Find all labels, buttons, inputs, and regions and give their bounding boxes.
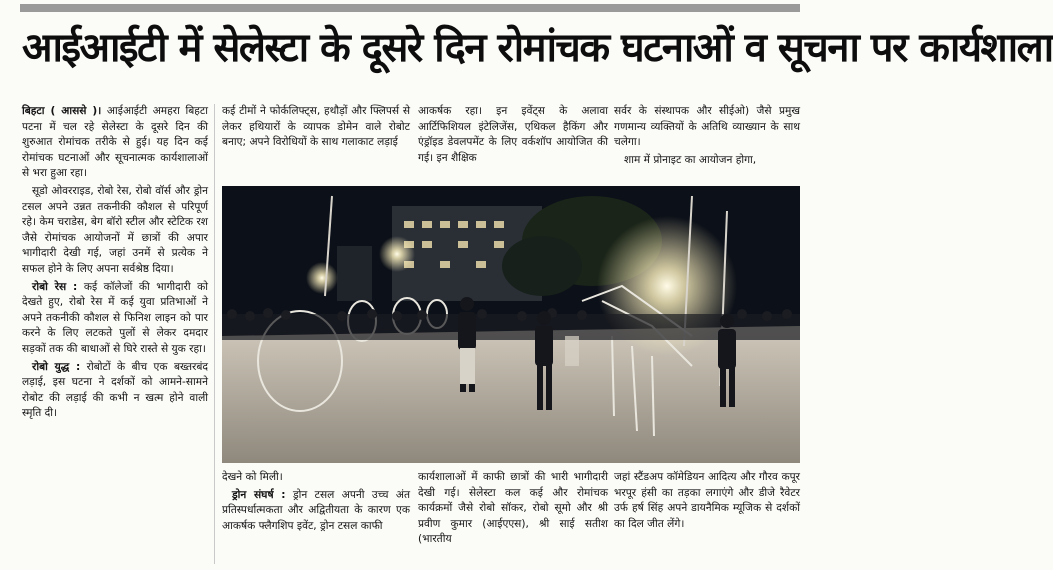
intro-paragraph: [22, 104, 208, 182]
robo-race-paragraph: [22, 280, 208, 358]
col3-top-text: आकर्षक रहा। इन इवेंट्स के अलावा आर्टिफिशियल इंटेलिजेंस, एथिकल हैकिंग और एंड्रॉइड डेवलपमेंट के लिए वर्कशॉप आयोजित की गई। इन शैक्षिक: [418, 105, 608, 164]
column-4-top: [614, 104, 800, 184]
drone-text: ड्रोन टसल अपनी उच्च अंत प्रतिस्पर्धात्मकता और अद्वितीयता के कारण एक आकर्षक फ्लैगशिप इवेंट, ड्रोन टसल काफी: [222, 488, 410, 532]
drone-paragraph: [222, 488, 410, 535]
col4-top-text: सर्वर के संस्थापक और सीईओ) जैसे प्रमुख गणमान्य व्यक्तियों के अतिथि व्याख्यान के साथ चलेगा।: [614, 105, 800, 149]
event-photo-illustration: [222, 186, 800, 463]
robo-war-paragraph: [22, 360, 208, 422]
intro-text: आईआईटी अमहरा बिहटा पटना में चल रहे सेलेस्टा के दूसरे दिन की शुरुआत रोमांचक तरीके से हुई। यह दिन कई रोमांचक घटनाओं और सूचनात्मक कार्यशालाओं से भरा हुआ रहा।: [22, 105, 208, 180]
robo-war-subhead: रोबो युद्ध :: [32, 360, 81, 373]
column-4-bottom: [614, 470, 800, 568]
col2-top-text: कई टीमों ने फोर्कलिफ्ट्स, हथौड़ों और फ्लिपर्स से लेकर हथियारों के व्यापक डोमेन वाले रोबोट बनाए; अपने विरोधियों के साथ गलाकाट लड़ाई: [222, 105, 410, 149]
column-3-top: [418, 104, 608, 184]
col2-bottom-text: देखने को मिली।: [222, 471, 283, 483]
col3-bottom-text: कार्यशालाओं में काफी छात्रों की भारी भागीदारी देखी गई। सेलेस्टा कल कई और रोमांचक कार्यक्रमों जैसे रोबो सॉकर, रोबो सूमो और श्री प्रवीण कुमार (आईएएस), श्री साई सतीश (भारतीय: [418, 471, 608, 546]
dateline: बिहटा ( आससे )।: [22, 105, 102, 117]
event-photo: [222, 186, 800, 463]
col4-bottom-text: जहां स्टैंडअप कॉमेडियन आदित्य और गौरव कपूर भरपूर हंसी का तड़का लगाएंगे और डीजे रैवेटर उर्फ हर्ष सिंह अपने डायनैमिक म्यूजिक से दर्शकों का दिल जीत लेंगे।: [614, 471, 800, 530]
masthead-rule: [20, 4, 800, 12]
column-3-bottom: [418, 470, 608, 568]
drone-subhead: ड्रोन संघर्ष :: [232, 488, 286, 501]
robo-race-text: कई कॉलेजों की भागीदारी को देखते हुए, रोबो रेस में कई युवा प्रतिभाओं ने अपने तकनीकी कौशल से फिनिश लाइन को पार करने के लिए लटकते पुलों से लेकर दमदार सड़कों तक की बाधाओं से घिरे रास्ते से युक रहा।: [22, 280, 208, 355]
robo-race-subhead: रोबो रेस :: [32, 280, 78, 293]
column-divider: [214, 104, 215, 564]
headline: आईआईटी में सेलेस्टा के दूसरे दिन रोमांचक घटनाओं व सूचना पर कार्यशाला: [22, 25, 1053, 71]
column-2-top: [222, 104, 410, 184]
column-2-bottom: [222, 470, 410, 568]
column-1: [22, 104, 208, 566]
col4-top-text-2: शाम में प्रोनाइट का आयोजन होगा,: [624, 153, 757, 166]
robo-war-text: रोबोटों के बीच एक बख्तरबंद लड़ाई, इस घटना ने दर्शकों को आमने-सामने रोबोट की लड़ाई की कभी न खत्म होने वाली स्मृति दी।: [22, 360, 208, 420]
events-paragraph: सूडो ओवरराइड, रोबो रेस, रोबो वॉर्स और ड्रोन टसल अपने उन्नत तकनीकी कौशल से परिपूर्ण रहे। केम चराडेस, बेग बॉरो स्टील और स्टेटिक रश जैसे रोमांचक आयोजनों में छात्रों की अपार भागीदारी देखी गई, जहां उनमें से प्रत्येक ने सफल होने के लिए अपना सर्वश्रेष्ठ दिया।: [22, 184, 208, 275]
